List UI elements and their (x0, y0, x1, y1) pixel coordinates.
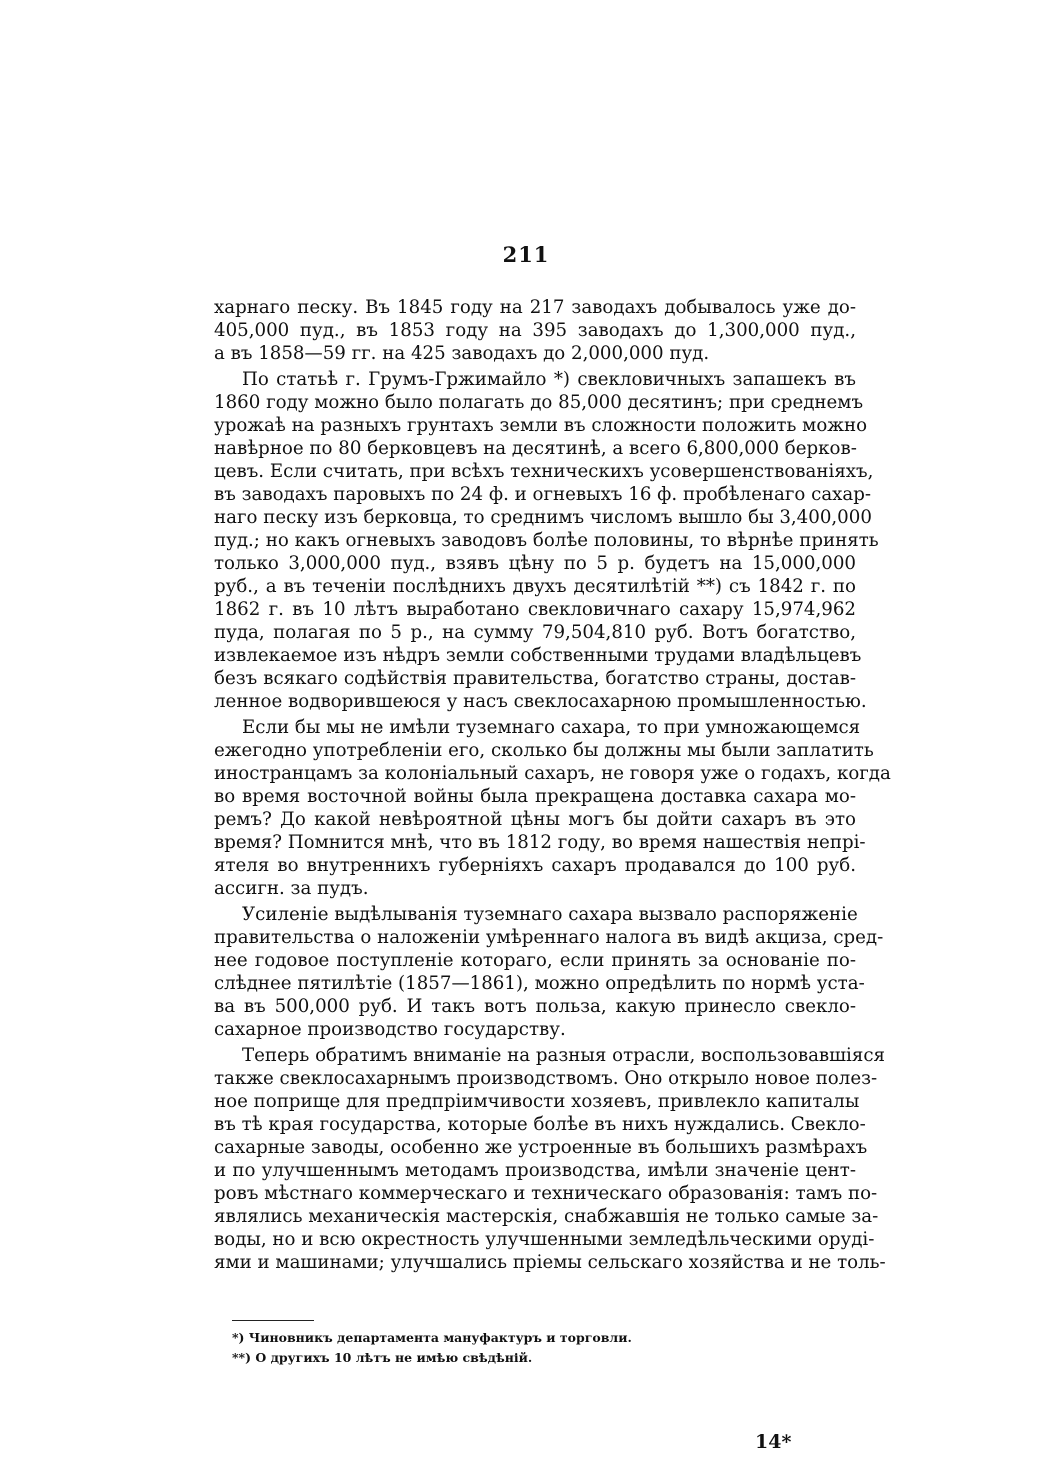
text-line: правительства о наложеніи умѣреннаго налога въ видѣ акциза, сред- (214, 927, 884, 948)
text-line: ежегодно употребленіи его, сколько бы должны мы были заплатить (214, 740, 874, 761)
text-line: время? Помнится мнѣ, что въ 1812 году, во время нашествія непрі- (214, 832, 866, 853)
text-line: навѣрное по 80 берковцевъ на десятинѣ, а всего 6,800,000 берков- (214, 438, 857, 459)
text-line: безъ всякаго содѣйствія правительства, богатство страны, достав- (214, 668, 856, 689)
page-number: 211 (502, 242, 550, 267)
text-line: воды, но и всю окрестность улучшенными земледѣльческими оруді- (214, 1229, 875, 1250)
text-line: ное поприще для предпріимчивости хозяевъ, привлекло капиталы (214, 1091, 860, 1112)
text-line: сахарное производство государству. (214, 1019, 566, 1040)
text-line: и по улучшеннымъ методамъ производства, имѣли значеніе цент- (214, 1160, 856, 1181)
text-line: ва въ 500,000 руб. И такъ вотъ польза, какую принесло свекло- (214, 996, 856, 1017)
text-line: ровъ мѣстнаго коммерческаго и техническаго образованія: тамъ по- (214, 1183, 878, 1204)
text-line: Теперь обратимъ вниманіе на разныя отрасли, воспользовавшіяся (242, 1045, 886, 1066)
text-line: въ тѣ края государства, которые болѣе въ нихъ нуждались. Свекло- (214, 1114, 866, 1135)
text-line: пуда, полагая по 5 р., на сумму 79,504,810 руб. Вотъ богатство, (214, 622, 856, 643)
footnote-1: *) Чиновникъ департамента мануфактуръ и торговли. (232, 1330, 632, 1345)
text-line: По статьѣ г. Грумъ-Гржимайло *) свекловичныхъ запашекъ въ (242, 369, 856, 390)
text-line: ассигн. за пудъ. (214, 878, 369, 899)
text-line: урожаѣ на разныхъ грунтахъ земли въ сложности положить можно (214, 415, 868, 436)
paragraph (214, 716, 891, 900)
footnote-2: **) О другихъ 10 лѣтъ не имѣю свѣдѣній. (232, 1350, 533, 1365)
text-line: нее годовое поступленіе котораго, если принять за основаніе по- (214, 950, 856, 971)
paragraph (214, 368, 879, 713)
paragraph (214, 903, 884, 1041)
text-line: ремъ? До какой невѣроятной цѣны могъ бы дойти сахаръ въ это (214, 809, 856, 830)
text-line: 1862 г. въ 10 лѣтъ выработано свекловичнаго сахару 15,974,962 (214, 599, 856, 620)
footnotes (232, 1328, 832, 1368)
text-line: во время восточной войны была прекращена доставка сахара мо- (214, 786, 856, 807)
text-line: Усиленіе выдѣлыванія туземнаго сахара вызвало распоряженіе (242, 904, 858, 925)
body-text (214, 296, 891, 1277)
text-line: сахарные заводы, особенно же устроенные въ большихъ размѣрахъ (214, 1137, 868, 1158)
paragraph (214, 296, 856, 365)
text-line: слѣднее пятилѣтіе (1857—1861), можно опредѣлить по нормѣ уста- (214, 973, 865, 994)
text-line: также свеклосахарнымъ производствомъ. Оно открыло новое полез- (214, 1068, 878, 1089)
text-line: цевъ. Если считать, при всѣхъ техническихъ усовершенствованіяхъ, (214, 461, 874, 482)
text-line: являлись механическія мастерскія, снабжавшія не только самые за- (214, 1206, 879, 1227)
text-line: въ заводахъ паровыхъ по 24 ф. и огневыхъ 16 ф. пробѣленаго сахар- (214, 484, 872, 505)
text-line: Если бы мы не имѣли туземнаго сахара, то при умножающемся (242, 717, 861, 738)
paragraph (214, 1044, 886, 1274)
text-line: ленное водворившеюся у насъ свеклосахарною промышленностью. (214, 691, 867, 712)
text-line: пуд.; но какъ огневыхъ заводовъ болѣе половины, то вѣрнѣе принять (214, 530, 879, 551)
footnote-divider (232, 1320, 314, 1321)
signature-mark: 14* (755, 1431, 792, 1453)
text-line: только 3,000,000 пуд., взявъ цѣну по 5 р. будетъ на 15,000,000 (214, 553, 856, 574)
text-line: а въ 1858—59 гг. на 425 заводахъ до 2,000,000 пуд. (214, 343, 710, 364)
text-line: извлекаемое изъ нѣдръ земли собственными трудами владѣльцевъ (214, 645, 862, 666)
text-line: харнаго песку. Въ 1845 году на 217 заводахъ добывалось уже до- (214, 297, 856, 318)
text-line: иностранцамъ за колоніальный сахаръ, не говоря уже о годахъ, когда (214, 763, 891, 784)
text-line: руб., а въ теченіи послѣднихъ двухъ десятилѣтій **) съ 1842 г. по (214, 576, 856, 597)
text-line: наго песку изъ берковца, то среднимъ числомъ вышло бы 3,400,000 (214, 507, 872, 528)
text-line: 1860 году можно было полагать до 85,000 десятинъ; при среднемъ (214, 392, 864, 413)
text-line: 405,000 пуд., въ 1853 году на 395 заводахъ до 1,300,000 пуд., (214, 320, 856, 341)
text-line: ями и машинами; улучшались пріемы сельскаго хозяйства и не толь- (214, 1252, 886, 1273)
text-line: ятеля во внутреннихъ губерніяхъ сахаръ продавался до 100 руб. (214, 855, 856, 876)
